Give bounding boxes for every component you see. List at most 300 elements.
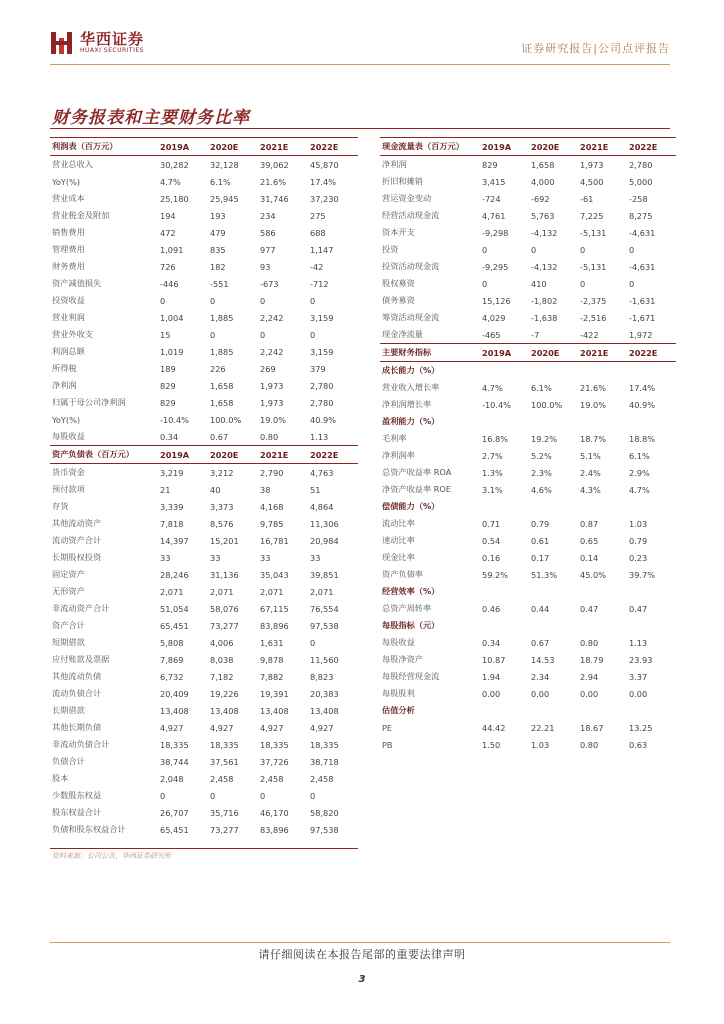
cell-value: 19,391	[260, 688, 289, 699]
cell-value: 829	[482, 159, 498, 170]
row-label: 利润总额	[52, 346, 85, 356]
row-label: 主要财务指标	[380, 344, 480, 362]
cell-value: 182	[210, 261, 226, 272]
table-row	[380, 292, 676, 309]
row-label: 所得税	[52, 363, 77, 373]
row-label: 归属于母公司净利润	[52, 397, 126, 407]
table-row	[50, 241, 358, 258]
table-row	[380, 258, 676, 275]
table-row	[50, 394, 358, 411]
ratio-group-title	[380, 498, 676, 515]
cell-value: 46,170	[260, 807, 289, 818]
cell-value: 39,851	[310, 569, 339, 580]
cell-value: 14.53	[531, 654, 555, 665]
cell-value: 1,091	[160, 244, 184, 255]
cell-value: 829	[160, 397, 176, 408]
cell-value: 37,561	[210, 756, 239, 767]
cell-value: 0.00	[531, 688, 550, 699]
group-title-text: 成长能力（%）	[382, 365, 440, 375]
cell-value: -5,131	[580, 261, 607, 272]
cell-value: 20,383	[310, 688, 339, 699]
table-row	[50, 583, 358, 600]
cell-value: 21	[160, 484, 171, 495]
cell-value: 2,458	[260, 773, 284, 784]
cell-value: 6,732	[160, 671, 184, 682]
cell-value: 688	[310, 227, 326, 238]
ratio-header-row	[380, 344, 676, 362]
cell-value: -1,802	[531, 295, 558, 306]
cell-value: 2020E	[529, 344, 578, 362]
cell-value: 0.61	[531, 535, 550, 546]
cell-value: 0	[260, 329, 266, 340]
row-label: 营业成本	[52, 193, 85, 203]
table-row	[50, 309, 358, 326]
cell-value: 19,226	[210, 688, 239, 699]
row-label: 净资产收益率 ROE	[382, 484, 452, 494]
cell-value: 45.0%	[580, 569, 607, 580]
cell-value: 0.00	[482, 688, 501, 699]
table-row	[380, 224, 676, 241]
row-label: 投资收益	[52, 295, 85, 305]
row-label: 债务募资	[382, 295, 415, 305]
table-row	[380, 156, 676, 174]
cell-value: 4,761	[482, 210, 506, 221]
cell-value: 2019A	[480, 344, 529, 362]
cell-value: 4.7%	[629, 484, 650, 495]
row-label: 投资	[382, 244, 399, 254]
row-label: 股东权益合计	[52, 807, 102, 817]
cell-value: 31,136	[210, 569, 239, 580]
table-row	[380, 396, 676, 413]
cell-value: 18,335	[210, 739, 239, 750]
cell-value: 2,780	[310, 380, 334, 391]
cell-value: 13,408	[160, 705, 189, 716]
cell-value: 0	[482, 244, 488, 255]
cell-value: -724	[482, 193, 501, 204]
cell-value: 2022E	[308, 138, 358, 156]
cell-value: 2022E	[627, 344, 676, 362]
cell-value: 7,182	[210, 671, 234, 682]
cell-value: 194	[160, 210, 176, 221]
footer-divider	[50, 942, 670, 943]
cell-value: -446	[160, 278, 179, 289]
cell-value: 4,927	[260, 722, 284, 733]
cell-value: -4,132	[531, 227, 558, 238]
cell-value: 0.17	[531, 552, 550, 563]
cell-value: 5,000	[629, 176, 653, 187]
cell-value: 32,128	[210, 159, 239, 170]
cell-value: 33	[210, 552, 221, 563]
table-row	[380, 651, 676, 668]
row-label: 每股经营现金流	[382, 671, 440, 681]
ratio-group-title	[380, 702, 676, 719]
cell-value: 1,004	[160, 312, 184, 323]
cell-value: 19.0%	[260, 414, 287, 425]
cell-value: -4,631	[629, 261, 656, 272]
table-row	[50, 428, 358, 446]
cell-value: 2.9%	[629, 467, 650, 478]
cell-value: 2.7%	[482, 450, 503, 461]
cell-value: 67,115	[260, 603, 289, 614]
cell-value: -10.4%	[160, 414, 189, 425]
cell-value: 1,658	[531, 159, 555, 170]
row-label: 股权募资	[382, 278, 415, 288]
cell-value: 226	[210, 363, 226, 374]
cell-value: 0.14	[580, 552, 599, 563]
cell-value: 0	[531, 244, 537, 255]
table-row	[380, 430, 676, 447]
table-row	[380, 447, 676, 464]
cell-value: 25,945	[210, 193, 239, 204]
table-row	[380, 685, 676, 702]
cell-value: 97,538	[310, 620, 339, 631]
cell-value: 726	[160, 261, 176, 272]
huaxi-logo-icon	[50, 30, 74, 56]
cell-value: 1.94	[482, 671, 501, 682]
cell-value: 35,716	[210, 807, 239, 818]
data-source-note: 资料来源：公司公告，华西证券研究所	[52, 852, 171, 860]
cell-value: 15,201	[210, 535, 239, 546]
cell-value: 0	[260, 295, 266, 306]
row-label: 其他流动资产	[52, 518, 102, 528]
table-row	[50, 292, 358, 309]
cell-value: 38,718	[310, 756, 339, 767]
row-label: 流动资产合计	[52, 535, 102, 545]
cell-value: 0	[310, 790, 316, 801]
cell-value: -258	[629, 193, 648, 204]
row-label: 营业外收支	[52, 329, 93, 339]
table-row	[50, 634, 358, 651]
row-label: 非流动资产合计	[52, 603, 110, 613]
row-label: 资产负债率	[382, 569, 423, 579]
legal-notice: 请仔细阅读在本报告尾部的重要法律声明	[258, 948, 466, 961]
cell-value: 2,071	[210, 586, 234, 597]
cell-value: 93	[260, 261, 271, 272]
table-row	[50, 753, 358, 770]
cell-value: -1,631	[629, 295, 656, 306]
cell-value: 379	[310, 363, 326, 374]
balance-header-row	[50, 446, 358, 464]
cell-value: 3,339	[160, 501, 184, 512]
cell-value: 193	[210, 210, 226, 221]
cell-value: 479	[210, 227, 226, 238]
right-financial-table	[380, 137, 676, 753]
table-row	[380, 309, 676, 326]
cell-value: 275	[310, 210, 326, 221]
cell-value: 2,458	[310, 773, 334, 784]
row-label: 净利润率	[382, 450, 415, 460]
cell-value: 2022E	[308, 446, 358, 464]
row-label: 现金比率	[382, 552, 415, 562]
cell-value: 35,043	[260, 569, 289, 580]
row-label: 应付账款及票据	[52, 654, 110, 664]
cell-value: -1,638	[531, 312, 558, 323]
row-label: 负债合计	[52, 756, 85, 766]
cell-value: 18.7%	[580, 433, 607, 444]
row-label: 无形资产	[52, 586, 85, 596]
cell-value: 10.87	[482, 654, 506, 665]
cell-value: 20,984	[310, 535, 339, 546]
cell-value: 3,373	[210, 501, 234, 512]
cell-value: 3,415	[482, 176, 506, 187]
cell-value: -7	[531, 329, 540, 340]
table-row	[50, 600, 358, 617]
table-row	[380, 481, 676, 498]
cell-value: 37,726	[260, 756, 289, 767]
table-row	[50, 617, 358, 634]
cell-value: -692	[531, 193, 550, 204]
cell-value: 1,973	[580, 159, 604, 170]
row-label: 资产减值损失	[52, 278, 102, 288]
cell-value: 0.46	[482, 603, 501, 614]
cell-value: 0	[482, 278, 488, 289]
table-row	[50, 532, 358, 549]
cell-value: 28,246	[160, 569, 189, 580]
cell-value: 45,870	[310, 159, 339, 170]
row-label: 流动比率	[382, 518, 415, 528]
row-label: 其他长期负债	[52, 722, 102, 732]
cell-value: 26,707	[160, 807, 189, 818]
company-logo	[50, 30, 144, 56]
table-row	[50, 190, 358, 207]
table-row	[380, 634, 676, 651]
cell-value: 65,451	[160, 620, 189, 631]
row-label: PE	[382, 722, 393, 733]
table-row	[380, 600, 676, 617]
cell-value: 17.4%	[310, 176, 337, 187]
cell-value: 1.13	[310, 431, 329, 442]
table-row	[50, 156, 358, 174]
row-label: 长期借款	[52, 705, 85, 715]
cell-value: 58,820	[310, 807, 339, 818]
cell-value: 3,219	[160, 467, 184, 478]
cell-value: 0	[580, 244, 586, 255]
cell-value: 13,408	[210, 705, 239, 716]
cell-value: -465	[482, 329, 501, 340]
cell-value: 51.3%	[531, 569, 558, 580]
cell-value: 2021E	[258, 138, 308, 156]
table-row	[50, 821, 358, 838]
row-label: 净利润增长率	[382, 399, 432, 409]
cell-value: 1,972	[629, 329, 653, 340]
row-label: 长期股权投资	[52, 552, 102, 562]
source-divider	[50, 848, 358, 849]
cell-value: 0.80	[260, 431, 279, 442]
cell-value: 1,658	[210, 380, 234, 391]
cell-value: 16.8%	[482, 433, 509, 444]
cell-value: 14,397	[160, 535, 189, 546]
cell-value: 40.9%	[310, 414, 337, 425]
table-row	[50, 566, 358, 583]
cell-value: 0.67	[210, 431, 229, 442]
row-label: 现金流量表（百万元）	[380, 138, 480, 156]
cell-value: 1.50	[482, 739, 501, 750]
row-label: 速动比率	[382, 535, 415, 545]
cell-value: 8,576	[210, 518, 234, 529]
table-row	[50, 770, 358, 787]
income-header-row	[50, 138, 358, 156]
cell-value: 0	[210, 790, 216, 801]
cell-value: 0	[310, 329, 316, 340]
cell-value: 410	[531, 278, 547, 289]
cell-value: 7,869	[160, 654, 184, 665]
cell-value: 7,225	[580, 210, 604, 221]
cell-value: 1,973	[260, 380, 284, 391]
cell-value: 2.34	[531, 671, 550, 682]
table-row	[50, 224, 358, 241]
cell-value: 1,019	[160, 346, 184, 357]
row-label: 利润表（百万元）	[50, 138, 158, 156]
cell-value: 0	[210, 295, 216, 306]
group-title-text: 经营效率（%）	[382, 586, 440, 596]
cell-value: 73,277	[210, 620, 239, 631]
cell-value: 2020E	[208, 446, 258, 464]
cell-value: 1.13	[629, 637, 648, 648]
cell-value: 13,408	[260, 705, 289, 716]
cell-value: 0	[310, 637, 316, 648]
cell-value: 38,744	[160, 756, 189, 767]
cell-value: 1,973	[260, 397, 284, 408]
table-row	[50, 377, 358, 394]
cell-value: 586	[260, 227, 276, 238]
table-row	[50, 498, 358, 515]
header-divider	[50, 64, 670, 65]
cell-value: 6.1%	[629, 450, 650, 461]
table-row	[50, 343, 358, 360]
cell-value: 100.0%	[210, 414, 242, 425]
cell-value: 13.25	[629, 722, 653, 733]
cell-value: 18,335	[260, 739, 289, 750]
cell-value: -712	[310, 278, 329, 289]
cell-value: 3,159	[310, 346, 334, 357]
table-row	[380, 173, 676, 190]
cell-value: 58,076	[210, 603, 239, 614]
row-label: 预付款项	[52, 484, 85, 494]
group-title-text: 盈利能力（%）	[382, 416, 440, 426]
cell-value: 0	[629, 244, 635, 255]
row-label: 负债和股东权益合计	[52, 824, 126, 834]
table-row	[380, 566, 676, 583]
cell-value: 4,500	[580, 176, 604, 187]
cell-value: 30,282	[160, 159, 189, 170]
row-label: 现金净流量	[382, 329, 423, 339]
cell-value: 9,878	[260, 654, 284, 665]
cell-value: 9,785	[260, 518, 284, 529]
cell-value: 0	[260, 790, 266, 801]
cell-value: 1,631	[260, 637, 284, 648]
cell-value: 2,071	[260, 586, 284, 597]
row-label: 毛利率	[382, 433, 407, 443]
cell-value: 83,896	[260, 824, 289, 835]
cell-value: 21.6%	[260, 176, 287, 187]
cell-value: 0.80	[580, 637, 599, 648]
cell-value: 13,408	[310, 705, 339, 716]
cell-value: 234	[260, 210, 276, 221]
cell-value: 38	[260, 484, 271, 495]
cell-value: 44.42	[482, 722, 506, 733]
cell-value: -10.4%	[482, 399, 511, 410]
row-label: 折旧和摊销	[382, 176, 423, 186]
cell-value: 0	[580, 278, 586, 289]
cell-value: 4,000	[531, 176, 555, 187]
table-row	[380, 736, 676, 753]
row-label: 少数股东权益	[52, 790, 102, 800]
cell-value: 472	[160, 227, 176, 238]
row-label: 管理费用	[52, 244, 85, 254]
cell-value: 1.03	[629, 518, 648, 529]
cell-value: 5.2%	[531, 450, 552, 461]
page-number: 3	[358, 974, 366, 985]
cell-value: 7,818	[160, 518, 184, 529]
cell-value: 2,242	[260, 312, 284, 323]
cell-value: 2.3%	[531, 467, 552, 478]
table-row	[380, 241, 676, 258]
cell-value: 4,168	[260, 501, 284, 512]
cell-value: -5,131	[580, 227, 607, 238]
row-label: 营业收入增长率	[382, 382, 440, 392]
cell-value: 2,071	[160, 586, 184, 597]
row-label: 净利润	[382, 159, 407, 169]
cell-value: 2021E	[578, 344, 627, 362]
table-row	[50, 549, 358, 566]
row-label: 财务费用	[52, 261, 85, 271]
cell-value: 100.0%	[531, 399, 563, 410]
cell-value: 4.7%	[160, 176, 181, 187]
cell-value: 15	[160, 329, 171, 340]
cell-value: 8,038	[210, 654, 234, 665]
cell-value: 2019A	[480, 138, 529, 156]
cell-value: 5.1%	[580, 450, 601, 461]
cell-value: 0.00	[580, 688, 599, 699]
cell-value: 1.3%	[482, 467, 503, 478]
row-label: 营业税金及附加	[52, 210, 110, 220]
row-label: 短期借款	[52, 637, 85, 647]
cell-value: 0.00	[629, 688, 648, 699]
section-title: 财务报表和主要财务比率	[52, 108, 250, 128]
cell-value: 17.4%	[629, 382, 656, 393]
cell-value: 2,071	[310, 586, 334, 597]
table-row	[380, 326, 676, 344]
row-label: 固定资产	[52, 569, 85, 579]
cell-value: 0.80	[580, 739, 599, 750]
row-label: 其他流动负债	[52, 671, 102, 681]
logo-name-cn: 华西证券	[80, 30, 145, 48]
row-label: 筹资活动现金流	[382, 312, 440, 322]
table-row	[380, 668, 676, 685]
cell-value: 3,212	[210, 467, 234, 478]
cell-value: 65,451	[160, 824, 189, 835]
cell-value: 6.1%	[210, 176, 231, 187]
row-label: 每股收益	[52, 431, 85, 441]
cell-value: 189	[160, 363, 176, 374]
cell-value: 20,409	[160, 688, 189, 699]
row-label: 总资产周转率	[382, 603, 432, 613]
row-label: 营业利润	[52, 312, 85, 322]
cell-value: 19.2%	[531, 433, 558, 444]
cell-value: 5,763	[531, 210, 555, 221]
cell-value: 2,458	[210, 773, 234, 784]
row-label: YoY(%)	[52, 176, 81, 187]
table-row	[50, 719, 358, 736]
cell-value: 1,658	[210, 397, 234, 408]
cell-value: 15,126	[482, 295, 511, 306]
table-row	[380, 379, 676, 396]
cell-value: 2021E	[258, 446, 308, 464]
cell-value: 0.16	[482, 552, 501, 563]
cell-value: 3.1%	[482, 484, 503, 495]
cell-value: 2,780	[310, 397, 334, 408]
ratio-group-title	[380, 413, 676, 430]
